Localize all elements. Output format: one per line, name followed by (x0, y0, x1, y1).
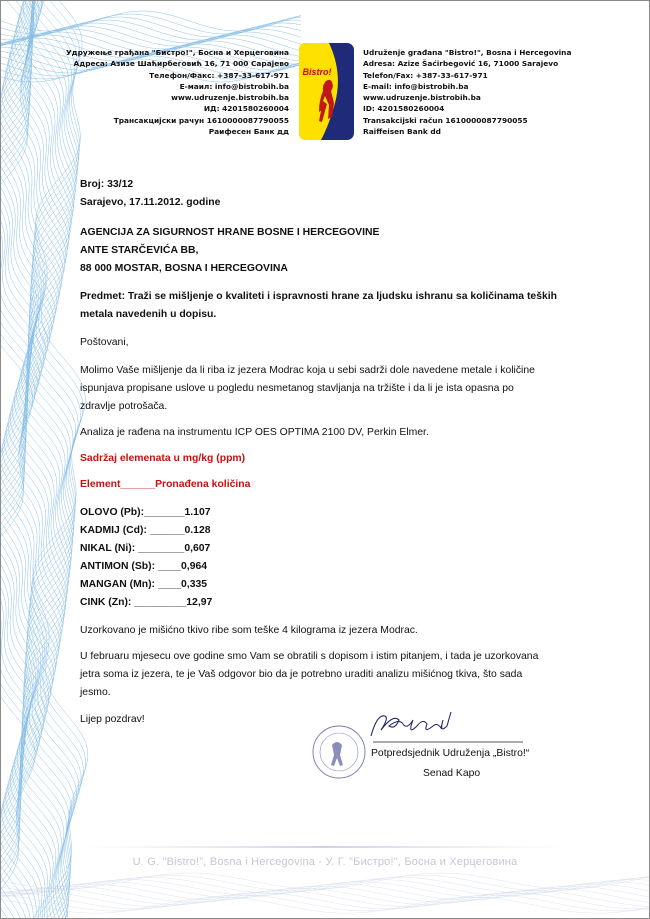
header-right-line: ID: 4201580260004 (363, 104, 445, 114)
element-row: NIKAL (Ni): ________0,607 (80, 543, 211, 554)
table-title: Sadržaj elemenata u mg/kg (ppm) (80, 453, 246, 464)
header-left-line: Раифесен Банк дд (208, 127, 289, 137)
signer-name: Senad Kapo (423, 768, 481, 779)
header-left-line: Трансакцијски рачун 1610000087790055 (113, 115, 289, 125)
element-row: KADMIJ (Cd): ______0.128 (80, 525, 211, 536)
header-left-line: www.udruzenje.bistrobih.ba (171, 93, 289, 103)
paragraph-line: jetra soma iz jezera, te je Vaš odgovor bio da je potrebno uraditi analizu mišićnog tkiva, što sada (80, 669, 523, 680)
paragraph-line: jesmo. (80, 687, 111, 698)
letter-number: Broj: 33/12 (80, 179, 134, 190)
letter-place-date: Sarajevo, 17.11.2012. godine (80, 197, 221, 208)
signature-and-stamp (1, 1, 649, 918)
subject-line: Predmet: Traži se mišljenje o kvaliteti i ispravnosti hrane za ljudsku ishranu sa količinama teških (80, 291, 557, 302)
header-right-line: www.udruzenje.bistrobih.ba (363, 93, 481, 103)
analysis-note: Analiza je rađena na instrumentu ICP OES OPTIMA 2100 DV, Perkin Elmer. (80, 427, 429, 438)
header-right-line: Udruženje građana "Bistro!", Bosna i Hercegovina (363, 48, 572, 57)
header-right-line: Telefon/Fax: +387-33-617-971 (363, 70, 488, 80)
closing: Lijep pozdrav! (80, 714, 145, 725)
header-left-line: ИД: 4201580260004 (203, 104, 289, 114)
header-right-line: E-mail: info@bistrobih.ba (363, 81, 469, 91)
element-row: ANTIMON (Sb): ____0,964 (80, 561, 208, 572)
header-right-line: Transakcijski račun 1610000087790055 (363, 115, 528, 125)
footer-divider (81, 843, 571, 851)
paragraph-line: ispunjava propisane uslove u pogledu nesmetanog stavljanja na tržište i da li je ista opasna po (80, 383, 514, 394)
sample-note: Uzorkovano je mišićno tkivo ribe som teške 4 kilograma iz jezera Modrac. (80, 625, 418, 636)
paragraph-line: zdravlje potrošača. (80, 401, 168, 412)
paragraph-line: Molimo Vaše mišljenje da li riba iz jezera Modrac koja u sebi sadrži dole navedene metale i količine (80, 365, 535, 376)
header-left-line: Адреса: Азизе Шаћирбеговић 16, 71 000 Сарајево (73, 59, 289, 69)
element-row: OLOVO (Pb):_______1.107 (80, 507, 211, 518)
header-left-line: Телефон/Факс: +387-33-617-971 (149, 70, 289, 80)
header-right-line: Adresa: Azize Šaćirbegović 16, 71000 Sarajevo (363, 59, 559, 69)
header-left-line: Е-маил: info@bistrobih.ba (179, 81, 289, 91)
recipient-line: ANTE STARČEVIĆA BB, (80, 245, 199, 256)
salutation: Poštovani, (80, 337, 129, 348)
footer-text: U. G. "Bistro!", Bosna i Hercegovina - У. Г. "Бистро!", Босна и Херцеговина (132, 856, 518, 868)
recipient-line: 88 000 MOSTAR, BOSNA I HERCEGOVINA (80, 263, 288, 274)
recipient-line: AGENCIJA ZA SIGURNOST HRANE BOSNE I HERCEGOVINE (80, 227, 380, 238)
element-row: MANGAN (Mn): ____0,335 (80, 579, 208, 590)
header-right-line: Raiffeisen Bank dd (363, 127, 441, 137)
logo-wordmark: Bistro! (302, 67, 332, 77)
table-header: Element______Pronađena količina (80, 479, 251, 490)
signer-title: Potpredsjednik Udruženja „Bistro!“ (371, 748, 530, 759)
paragraph-line: U februaru mjesecu ove godine smo Vam se obratili s dopisom i istim pitanjem, i tada je uzorkovana (80, 651, 539, 662)
header-left-line: Удружење грађана "Бистро!", Босна и Херцеговина (65, 48, 289, 57)
subject-line: metala navedenih u dopisu. (80, 309, 217, 320)
element-row: CINK (Zn): _________12,97 (80, 597, 213, 608)
